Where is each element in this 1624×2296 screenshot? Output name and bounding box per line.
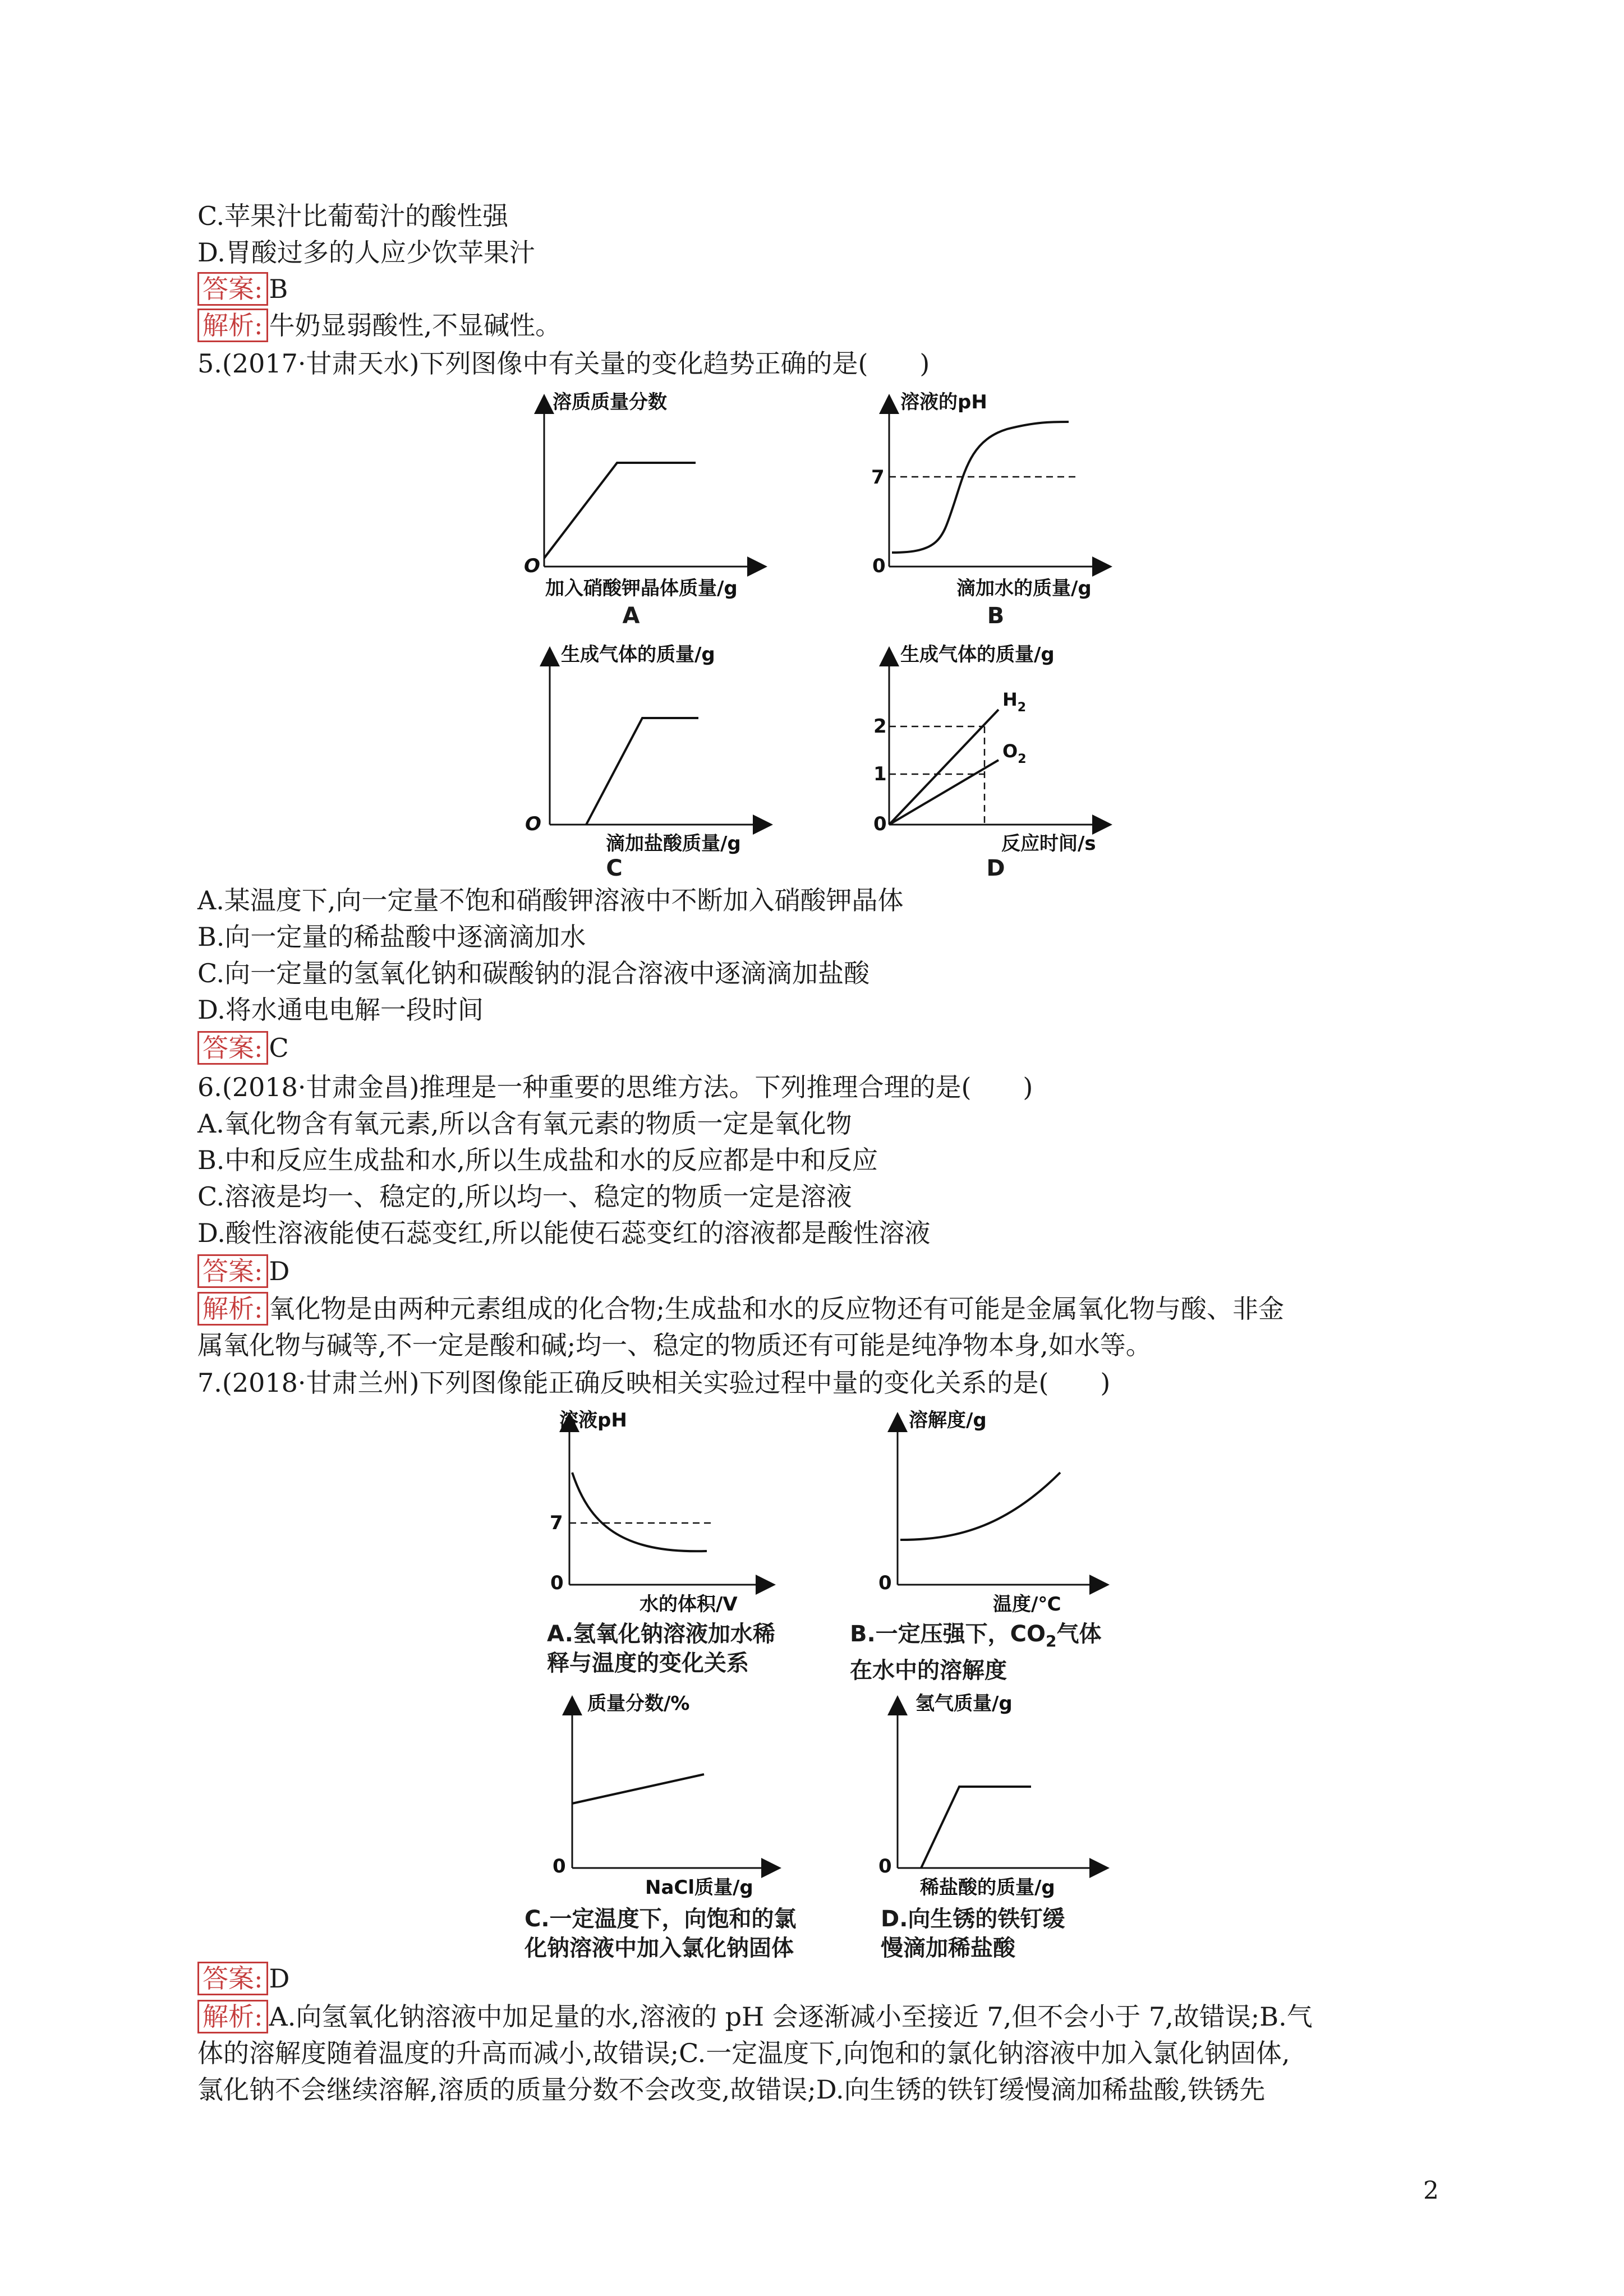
x-axis-label: 温度/℃ — [993, 1593, 1061, 1616]
q5-figure-d — [867, 639, 1119, 864]
answer-tag: 答案: — [197, 1962, 268, 1995]
q6-analysis-2: 属氧化物与碱等,不一定是酸和碱;均一、稳定的物质还有可能是纯净物本身,如水等。 — [197, 1330, 1152, 1360]
x-axis-label: NaCl质量/g — [645, 1876, 753, 1899]
answer-value: D — [269, 1963, 290, 1994]
hydrogen-curve — [921, 1787, 1031, 1868]
q4-option-c: C.苹果汁比葡萄汁的酸性强 — [197, 201, 509, 231]
q7-figure-b — [875, 1405, 1111, 1616]
origin-label: 0 — [878, 1572, 892, 1594]
q5-figure-d-letter: D — [986, 855, 1005, 881]
x-axis-label: 稀盐酸的质量/g — [920, 1876, 1055, 1899]
solubility-curve — [900, 1473, 1060, 1540]
x-axis-label: 水的体积/V — [640, 1593, 738, 1616]
tick-2-label: 2 — [873, 715, 887, 738]
answer-tag: 答案: — [197, 1031, 268, 1065]
analysis-tag: 解析: — [197, 309, 268, 342]
q5-figure-a-letter: A — [622, 603, 640, 629]
q5-stem: 5.(2017·甘肃天水)下列图像中有关量的变化趋势正确的是( ) — [197, 348, 930, 379]
y-axis-label: 生成气体的质量/g — [900, 643, 1055, 666]
x-axis-label: 滴加盐酸质量/g — [606, 832, 741, 855]
q7-figure-a-caption: A.氢氧化钠溶液加水稀 释与温度的变化关系 — [547, 1621, 775, 1676]
page-number: 2 — [1423, 2177, 1439, 2205]
q7-figure-d-caption: D.向生锈的铁钉缓 慢滴加稀盐酸 — [881, 1906, 1065, 1961]
q4-analysis — [197, 309, 561, 342]
origin-label: 0 — [878, 1855, 892, 1878]
curve-line — [586, 718, 698, 825]
y-axis-label: 生成气体的质量/g — [561, 643, 715, 666]
q7-analysis-1 — [197, 2000, 1313, 2033]
q7-analysis-3: 氯化钠不会继续溶解,溶质的质量分数不会改变,故错误;D.向生锈的铁钉缓慢滴加稀盐酸,铁锈先 — [197, 2074, 1266, 2105]
ph-curve — [892, 422, 1069, 553]
answer-value: C — [269, 1033, 289, 1063]
y-axis-label: 溶质质量分数 — [553, 391, 667, 413]
q5-option-b: B.向一定量的稀盐酸中逐滴滴加水 — [197, 922, 586, 952]
y-axis-label: 溶液的pH — [900, 391, 987, 413]
curve-line — [544, 463, 696, 558]
y-axis-label: 质量分数/% — [587, 1692, 690, 1715]
origin-label: 0 — [550, 1572, 564, 1594]
y-axis-label: 溶液pH — [559, 1409, 627, 1432]
q6-analysis-1 — [197, 1292, 1284, 1326]
q6-option-c: C.溶液是均一、稳定的,所以均一、稳定的物质一定是溶液 — [197, 1181, 852, 1212]
q4-option-d: D.胃酸过多的人应少饮苹果汁 — [197, 237, 535, 268]
q7-analysis-2: 体的溶解度随着温度的升高而减小,故错误;C.一定温度下,向饱和的氯化钠溶液中加入氯化钠固体, — [197, 2038, 1290, 2068]
analysis-tag: 解析: — [197, 1292, 268, 1326]
q5-figure-c — [527, 639, 774, 864]
q5-option-c: C.向一定量的氢氧化钠和碳酸钠的混合溶液中逐滴滴加盐酸 — [197, 958, 870, 988]
y-axis-label: 氢气质量/g — [915, 1692, 1013, 1715]
q7-figure-c-caption: C.一定温度下，向饱和的氯 化钠溶液中加入氯化钠固体 — [525, 1906, 797, 1961]
q4-answer — [197, 272, 288, 306]
analysis-text: 牛奶显弱酸性,不显碱性。 — [269, 310, 562, 341]
h2-label: $H_2$ — [1002, 689, 1027, 715]
q5-figure-b-letter: B — [987, 603, 1005, 629]
x-axis-label: 加入硝酸钾晶体质量/g — [545, 577, 738, 600]
o2-line — [889, 760, 999, 825]
analysis-tag: 解析: — [197, 2000, 268, 2033]
tick-7-label: 7 — [550, 1512, 563, 1534]
y-axis-label: 溶解度/g — [909, 1409, 987, 1432]
q5-figure-b — [867, 387, 1114, 611]
q7-figure-c — [547, 1688, 783, 1899]
q7-figure-a — [547, 1405, 783, 1616]
q6-answer — [197, 1254, 289, 1288]
answer-tag: 答案: — [197, 272, 268, 306]
o2-label: $O_2$ — [1002, 740, 1027, 766]
q6-option-b: B.中和反应生成盐和水,所以生成盐和水的反应都是中和反应 — [197, 1145, 878, 1175]
analysis-text: 氧化物是由两种元素组成的化合物;生成盐和水的反应物还有可能是金属氧化物与酸、非金 — [269, 1294, 1284, 1324]
origin-label: 0 — [553, 1855, 566, 1878]
origin-label: O — [525, 813, 541, 835]
x-axis-label: 滴加水的质量/g — [956, 577, 1092, 600]
answer-value: D — [269, 1256, 290, 1286]
ph-curve — [572, 1473, 707, 1551]
q5-answer — [197, 1031, 289, 1065]
q7-answer — [197, 1962, 289, 1995]
q5-option-d: D.将水通电电解一段时间 — [197, 995, 484, 1025]
tick-7-label: 7 — [871, 466, 885, 489]
origin-label: 0 — [872, 555, 886, 577]
q7-figure-b-caption: B.一定压强下，$CO_2$气体 在水中的溶解度 — [850, 1621, 1102, 1683]
q6-option-d: D.酸性溶液能使石蕊变红,所以能使石蕊变红的溶液都是酸性溶液 — [197, 1218, 931, 1248]
q7-figure-d — [875, 1688, 1111, 1899]
q6-option-a: A.氧化物含有氧元素,所以含有氧元素的物质一定是氧化物 — [197, 1108, 852, 1139]
analysis-text: A.向氢氧化钠溶液中加足量的水,溶液的 pH 会逐渐减小至接近 7,但不会小于 7,故错误;B.气 — [269, 2001, 1313, 2032]
mass-fraction-line — [572, 1774, 704, 1803]
x-axis-label: 反应时间/s — [1001, 832, 1096, 855]
q5-figure-a — [524, 387, 774, 611]
q7-stem: 7.(2018·甘肃兰州)下列图像能正确反映相关实验过程中量的变化关系的是( ) — [197, 1368, 1111, 1398]
answer-value: B — [269, 274, 288, 304]
q5-figure-c-letter: C — [606, 855, 623, 881]
q6-stem: 6.(2018·甘肃金昌)推理是一种重要的思维方法。下列推理合理的是( ) — [197, 1072, 1033, 1102]
origin-label: O — [524, 555, 540, 577]
answer-tag: 答案: — [197, 1254, 268, 1288]
tick-1-label: 1 — [873, 763, 887, 785]
q5-option-a: A.某温度下,向一定量不饱和硝酸钾溶液中不断加入硝酸钾晶体 — [197, 885, 904, 915]
origin-label: 0 — [873, 813, 887, 835]
